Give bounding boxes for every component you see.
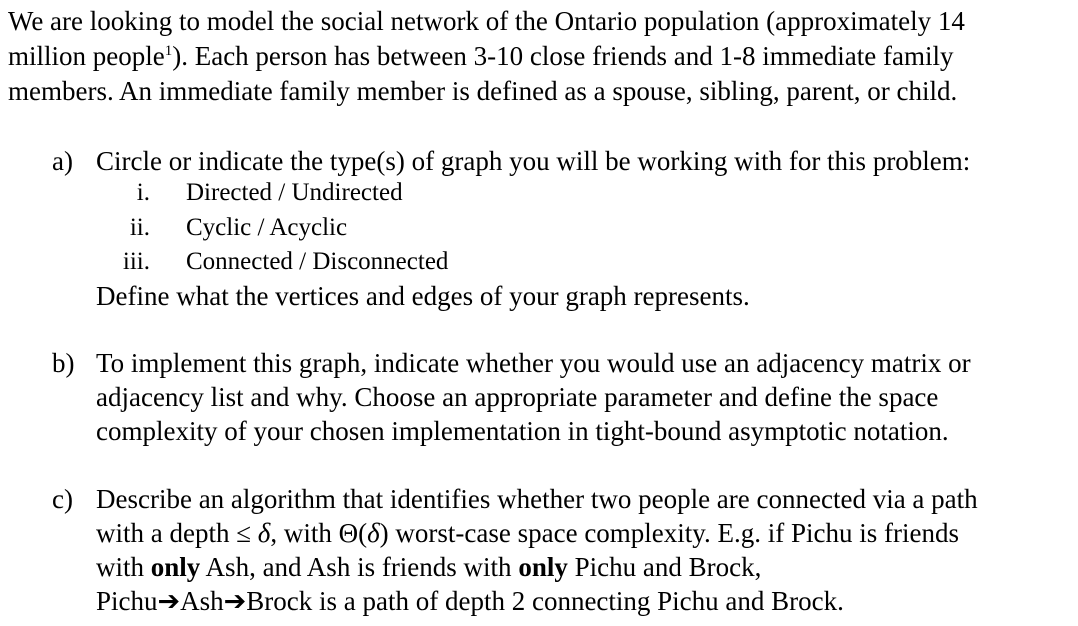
part-c-label: c) (52, 484, 73, 514)
part-c-line-1: Describe an algorithm that identifies whether two people are connected via a path (96, 484, 978, 514)
intro-line-2 (8, 39, 953, 73)
part-c-line-2-c: ) worst-case space complexity. E.g. if Pichu is friends (379, 518, 960, 548)
part-c-line-3-a: with (96, 552, 151, 582)
part-c-line-2-a: with a depth ≤ (96, 518, 258, 548)
part-a-item-3-number: iii. (122, 248, 150, 275)
part-b-line-2: adjacency list and why. Choose an appropriate parameter and define the space (96, 382, 939, 412)
part-a-define: Define what the vertices and edges of your graph represents. (96, 281, 750, 311)
delta-symbol-2: δ (367, 518, 380, 548)
part-a-item-2-number: ii. (129, 214, 150, 241)
part-a-item-1-text: Directed / Undirected (186, 179, 403, 206)
part-c-line-3-b: Ash, and Ash is friends with (200, 552, 519, 582)
part-b-line-3: complexity of your chosen implementation in tight-bound asymptotic notation. (96, 416, 949, 446)
part-c-line-4-rest: is a path of depth 2 connecting Pichu and Brock. (312, 586, 844, 616)
intro-line-2-post: ). Each person has between 3-10 close friends and 1-8 immediate family (172, 41, 954, 71)
part-c-line-4 (96, 584, 844, 618)
delta-symbol: δ (257, 518, 271, 548)
part-a-item-3-text: Connected / Disconnected (186, 248, 449, 275)
part-c-line-3-c: Pichu and Brock, (567, 552, 762, 582)
part-c-line-2-b: , with Θ( (270, 518, 368, 548)
part-a-question: Circle or indicate the type(s) of graph you will be working with for this problem: (96, 146, 971, 176)
intro-line-1: We are looking to model the social network of the Ontario population (approximately 14 (8, 6, 965, 36)
part-b-line-1: To implement this graph, indicate whether you would use an adjacency matrix or (96, 348, 971, 378)
footnote-marker: 1 (164, 43, 173, 59)
intro-line-2-pre: million people (8, 41, 165, 71)
example-path: Pichu➔Ash➔Brock (96, 586, 313, 616)
part-a-item-1-number: i. (136, 179, 150, 206)
part-b-label: b) (52, 348, 75, 378)
part-a-label: a) (52, 146, 73, 176)
emphasis-only-2: only (518, 552, 568, 582)
part-a-item-2-text: Cyclic / Acyclic (186, 214, 348, 241)
part-c-line-3 (96, 550, 761, 584)
part-c-line-2 (96, 516, 959, 550)
intro-line-3: members. An immediate family member is defined as a spouse, sibling, parent, or child. (8, 76, 958, 106)
emphasis-only-1: only (150, 552, 201, 582)
